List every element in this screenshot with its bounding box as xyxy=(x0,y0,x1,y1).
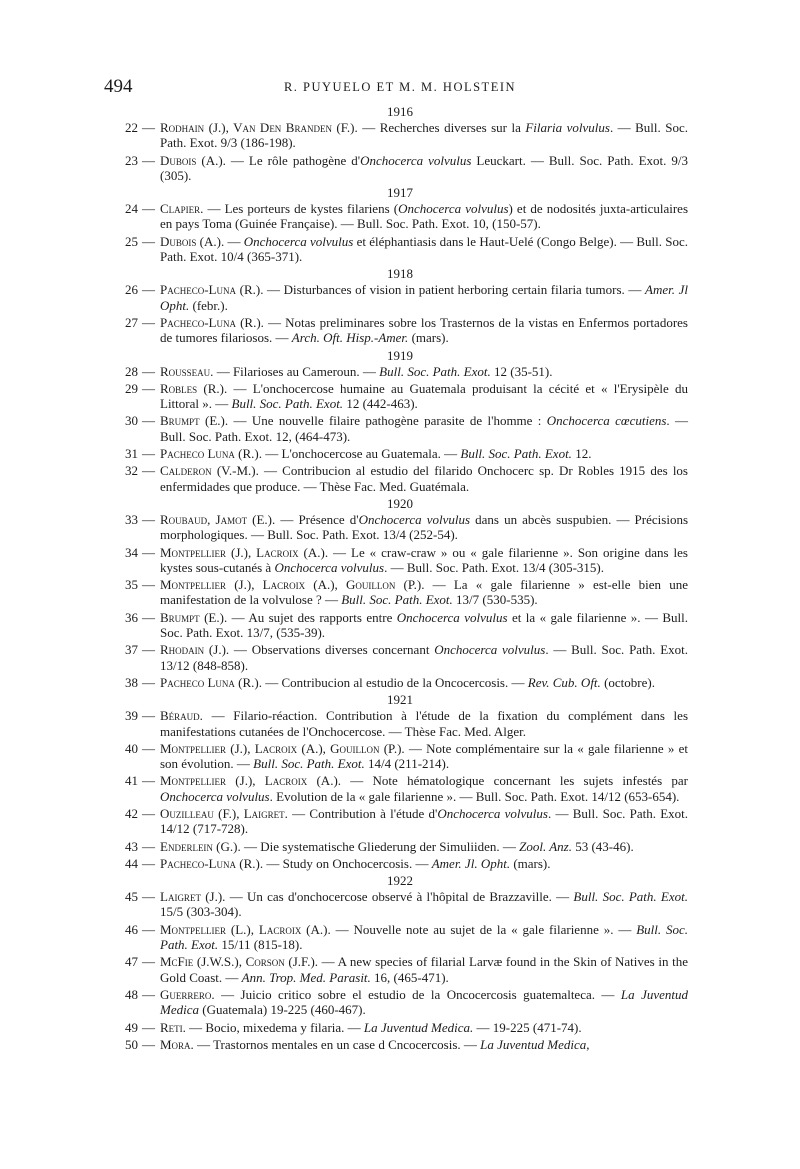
entry-ref: 13/4 (252-54). xyxy=(379,527,458,543)
entry-dash: — xyxy=(142,380,155,396)
entry-journal: Bull. Soc. Path. Exot. xyxy=(379,363,491,379)
entry-journal: et éléphantiasis dans le Haut-Uelé (Congo Belge). — Bull. Soc. Path. Exot. xyxy=(160,233,689,265)
entry-dash: — xyxy=(142,1019,155,1035)
entry-text xyxy=(160,675,688,690)
entry-journal: Rev. Cub. Oft. xyxy=(527,674,601,690)
entry-dash: — xyxy=(142,921,155,937)
entry-number: 32 xyxy=(125,463,138,479)
entry-title: — Contribucion al estudio del filarido Onchocerc sp. Dr Robles 1915 des los enfermidades que produce. — Thèse Fac. Med. Guatémala. xyxy=(160,463,688,494)
entry-ref: 14/12 (717-728). xyxy=(160,821,249,837)
entry-author: Guerrero. xyxy=(160,986,215,1002)
entry-journal: La Juventud Medica, xyxy=(480,1036,590,1052)
entry-ref: (octobre). xyxy=(600,674,655,690)
entry-author: Rousseau. xyxy=(160,363,214,379)
entry-text xyxy=(160,954,688,985)
entry-number: 33 xyxy=(125,511,138,527)
reference-entry xyxy=(0,889,800,920)
entry-number: 44 xyxy=(125,855,138,871)
entry-text xyxy=(160,839,688,854)
entry-title: — Présence d' xyxy=(275,511,359,527)
entry-dash: — xyxy=(142,986,155,1002)
entry-dash: — xyxy=(142,577,155,593)
entry-ref: 13/4 (305-315). xyxy=(519,559,604,575)
entry-dash: — xyxy=(142,708,155,724)
entry-author: Enderlein (G.). xyxy=(160,838,241,854)
entry-journal: Bull. Soc. Path. Exot. xyxy=(231,396,344,412)
entry-dash: — xyxy=(142,463,155,479)
entry-title: — Le rôle pathogène d' xyxy=(225,152,361,168)
year-heading: 1916 xyxy=(387,104,413,119)
entry-dash: — xyxy=(142,544,155,560)
entry-ref: 9/3 (186-198). xyxy=(217,135,296,151)
entry-number: 31 xyxy=(125,446,138,462)
entry-journal: La Juventud Medica xyxy=(160,986,688,1018)
reference-entry xyxy=(0,446,800,461)
reference-entry xyxy=(0,381,800,412)
entry-author: Reti. xyxy=(160,1019,186,1035)
reference-entry xyxy=(0,741,800,772)
entry-title: — L'onchocercose humaine au Guatemala produisant la cécité et « l'Erysipèle du Littoral ». — xyxy=(160,380,688,412)
entry-author: Montpellier (L.), Lacroix (A.). xyxy=(160,921,331,937)
entry-author: Pacheco-Luna (R.). xyxy=(160,314,264,330)
reference-entry xyxy=(0,234,800,265)
reference-entry xyxy=(0,413,800,444)
entry-dash: — xyxy=(142,740,155,756)
entry-species: Onchocerca volvulus xyxy=(274,559,385,575)
entry-number: 23 xyxy=(125,152,138,168)
year-heading: 1921 xyxy=(387,692,413,708)
entry-author: Robles (R.). xyxy=(160,380,228,396)
entry-author: Pacheco-Luna (R.). xyxy=(160,282,264,298)
entry-number: 37 xyxy=(125,642,138,658)
entry-number: 27 xyxy=(125,314,138,330)
reference-entry xyxy=(0,577,800,608)
entry-author: Béraud. xyxy=(160,708,203,724)
entry-title: — Observations diverses concernant xyxy=(229,642,435,658)
entry-text xyxy=(160,889,688,920)
entry-text xyxy=(160,1037,688,1052)
entry-journal: . — Bull. Soc. Path. Exot. xyxy=(545,642,688,658)
entry-journal: . Evolution de la « gale filarienne ». — Bull. Soc. Path. Exot. xyxy=(269,788,589,804)
entry-number: 30 xyxy=(125,413,138,429)
entry-text xyxy=(160,463,688,494)
entry-number: 26 xyxy=(125,282,138,298)
entry-title: — A new species of filarial Larvæ found in the Skin of Natives in the Gold Coast. — xyxy=(160,954,688,985)
reference-entry xyxy=(0,922,800,953)
entry-text xyxy=(160,364,688,379)
entry-number: 40 xyxy=(125,740,138,756)
entry-journal: Bull. Soc. Path. Exot. xyxy=(341,592,453,608)
entry-number: 38 xyxy=(125,674,138,690)
entry-ref: 12, (464-473). xyxy=(272,428,351,444)
entry-ref: (febr.). xyxy=(189,297,228,313)
entry-journal: La Juventud Medica. xyxy=(363,1019,474,1035)
entry-title: — Contribution à l'étude d' xyxy=(287,805,438,821)
reference-entry xyxy=(0,120,800,151)
entry-title: — Juicio critico sobre el estudio de la Oncocercosis guatemalteca. — xyxy=(214,986,621,1002)
entry-species: Onchocerca volvulus xyxy=(396,609,508,625)
entry-number: 29 xyxy=(125,380,138,396)
entry-author: Calderon (V.-M.). xyxy=(160,463,259,479)
entry-number: 47 xyxy=(125,954,138,970)
reference-entry xyxy=(0,545,800,576)
entry-text xyxy=(160,315,688,346)
entry-ref: 15/11 (815-18). xyxy=(218,937,303,953)
entry-author: Ouzilleau (F.), Laigret. xyxy=(160,805,288,821)
entry-ref: 10, (150-57). xyxy=(469,216,541,232)
entry-species: Onchocerca volvulus xyxy=(434,642,546,658)
entry-ref: (mars). xyxy=(408,330,449,346)
entry-title: — Study on Onchocercosis. — xyxy=(263,855,432,871)
entry-species: Onchocerca cœcutiens xyxy=(546,413,667,429)
entry-author: Montpellier (J.), Lacroix (A.), Gouillon (P.). xyxy=(160,740,405,756)
entry-author: Dubois (A.). xyxy=(160,152,226,168)
entry-number: 50 xyxy=(125,1036,138,1052)
reference-entry xyxy=(0,987,800,1018)
entry-author: Roubaud, Jamot (E.). xyxy=(160,511,276,527)
entry-title: — Note complémentaire sur la « gale filarienne » et son évolution. — xyxy=(160,740,688,772)
entry-dash: — xyxy=(142,855,155,871)
reference-entry xyxy=(0,839,800,854)
year-heading: 1918 xyxy=(387,266,413,282)
entry-title: — La « gale filarienne » est-elle bien une manifestation de la volvulose ? — xyxy=(160,577,688,608)
entry-text xyxy=(160,610,688,641)
entry-title: — Bocio, mixedema y filaria. — xyxy=(185,1019,364,1035)
entry-number: 46 xyxy=(125,921,138,937)
entry-text xyxy=(160,856,688,871)
entry-title: — Disturbances of vision in patient herboring certain filaria tumors. — xyxy=(263,282,646,298)
entry-text xyxy=(160,987,688,1018)
year-heading: 1920 xyxy=(387,495,413,511)
entry-dash: — xyxy=(142,1036,155,1052)
bibliography xyxy=(0,104,800,1054)
entry-dash: — xyxy=(142,674,155,690)
entry-species: Onchocerca volvulus xyxy=(358,511,471,527)
entry-title: — Une nouvelle filaire pathogène parasite de l'homme : xyxy=(228,413,547,429)
entry-text xyxy=(160,773,688,804)
entry-number: 43 xyxy=(125,838,138,854)
entry-ref: 13/7 (530-535). xyxy=(452,592,538,608)
entry-number: 41 xyxy=(125,773,138,789)
entry-number: 39 xyxy=(125,708,138,724)
entry-text xyxy=(160,282,688,313)
entry-dash: — xyxy=(142,201,155,217)
entry-number: 49 xyxy=(125,1019,138,1035)
entry-author: McFie (J.W.S.), Corson (J.F.). xyxy=(160,954,319,970)
reference-entry xyxy=(0,675,800,690)
entry-number: 42 xyxy=(125,805,138,821)
entry-number: 24 xyxy=(125,201,138,217)
reference-entry xyxy=(0,282,800,313)
entry-species: Onchocerca volvulus xyxy=(398,201,509,217)
entry-dash: — xyxy=(142,838,155,854)
entry-title: — Trastornos mentales en un case d Cncocercosis. — xyxy=(193,1036,481,1052)
entry-journal: Arch. Oft. Hisp.-Amer. xyxy=(291,330,409,346)
reference-entry xyxy=(0,153,800,184)
entry-ref: 15/5 (303-304). xyxy=(160,904,242,920)
entry-dash: — xyxy=(142,609,155,625)
year-heading: 1917 xyxy=(387,185,413,201)
entry-ref: 12 (35-51). xyxy=(490,363,553,379)
reference-entry xyxy=(0,512,800,543)
entry-species: Onchocerca volvulus xyxy=(360,152,472,168)
entry-dash: — xyxy=(142,413,155,429)
entry-title: — Les porteurs de kystes filariens ( xyxy=(203,201,399,217)
reference-entry xyxy=(0,806,800,837)
entry-title: — Contribucion al estudio de la Oncocercosis. — xyxy=(262,674,528,690)
entry-text xyxy=(160,381,688,412)
entry-text xyxy=(160,922,688,953)
entry-dash: — xyxy=(142,889,155,905)
reference-entry xyxy=(0,954,800,985)
entry-journal: Bull. Soc. Path. Exot. xyxy=(253,756,365,772)
reference-entry xyxy=(0,610,800,641)
page-number: 494 xyxy=(104,76,133,97)
reference-entry xyxy=(0,1020,800,1035)
entry-journal: Amer. Jl. Opht. xyxy=(431,855,511,871)
entry-ref: 10/4 (365-371). xyxy=(217,249,303,265)
entry-ref: 16, (465-471). xyxy=(370,969,449,985)
entry-species: Onchocerca volvulus xyxy=(243,233,354,249)
entry-journal: Bull. Soc. Path. Exot. xyxy=(573,889,689,905)
entry-dash: — xyxy=(142,152,155,168)
entry-journal: Leuckart. — Bull. Soc. Path. Exot. xyxy=(471,152,667,168)
entry-dash: — xyxy=(142,363,155,379)
entry-ref: 12. xyxy=(571,446,592,462)
entry-ref: 13/12 (848-858). xyxy=(160,657,249,673)
reference-entry xyxy=(0,463,800,494)
entry-dash: — xyxy=(142,314,155,330)
entry-ref: (Guatemala) 19-225 (460-467). xyxy=(198,1002,366,1018)
entry-number: 35 xyxy=(125,577,138,593)
entry-title: — xyxy=(224,233,244,249)
entry-species: Onchocerca volvulus xyxy=(437,805,548,821)
entry-dash: — xyxy=(142,446,155,462)
entry-dash: — xyxy=(142,642,155,658)
entry-author: Montpellier (J.), Lacroix (A.). xyxy=(160,544,329,560)
entry-text xyxy=(160,708,688,739)
entry-author: Rodhain (J.), Van Den Branden (F.). xyxy=(160,120,358,135)
entry-text xyxy=(160,446,688,461)
entry-journal: . — Bull. Soc. Path. Exot. xyxy=(160,120,688,151)
entry-journal: Amer. Jl Opht. xyxy=(160,282,688,313)
reference-entry xyxy=(0,773,800,804)
entry-dash: — xyxy=(142,233,155,249)
entry-text xyxy=(160,1020,688,1035)
year-heading: 1922 xyxy=(387,873,413,889)
entry-title: — Notas preliminares sobre los Trasternos de la vistas en Enfermos portadores de tumores filariosos. — xyxy=(160,314,688,346)
reference-entry xyxy=(0,856,800,871)
entry-number: 45 xyxy=(125,889,138,905)
entry-journal: . — Bull. Soc. Path. Exot. xyxy=(384,559,520,575)
entry-journal: Ann. Trop. Med. Parasit. xyxy=(241,969,371,985)
entry-dash: — xyxy=(142,954,155,970)
entry-ref: 14/12 (653-654). xyxy=(588,788,680,804)
page-header xyxy=(0,76,800,100)
year-heading: 1919 xyxy=(387,347,413,363)
entry-text xyxy=(160,153,688,184)
entry-text xyxy=(160,234,688,265)
reference-entry xyxy=(0,315,800,346)
entry-author: Pacheco-Luna (R.). xyxy=(160,855,264,871)
entry-journal: et la « gale filarienne ». — Bull. Soc. Path. Exot. xyxy=(160,609,689,641)
entry-ref: (mars). xyxy=(510,855,551,871)
entry-species: Onchocerca volvulus xyxy=(160,788,270,804)
entry-title: — Le « craw-craw » ou « gale filarienne ». Son origine dans les kystes sous-cutanés à xyxy=(160,544,688,575)
entry-title: — Filarioses au Cameroun. — xyxy=(213,363,380,379)
running-head: R. PUYUELO ET M. M. HOLSTEIN xyxy=(283,80,517,94)
entry-author: Brumpt (E.). xyxy=(160,413,229,429)
entry-title: — Un cas d'onchocercose observé à l'hôpital de Brazzaville. — xyxy=(225,889,574,905)
entry-text xyxy=(160,806,688,837)
entry-journal: Zool. Anz. xyxy=(519,838,572,854)
entry-dash: — xyxy=(142,120,155,135)
entry-text xyxy=(160,741,688,772)
reference-entry xyxy=(0,201,800,232)
reference-entry xyxy=(0,708,800,739)
entry-dash: — xyxy=(142,282,155,298)
entry-journal: Bull. Soc. Path. Exot. xyxy=(160,921,689,953)
entry-title: — Die systematische Gliederung der Simuliiden. — xyxy=(240,838,520,854)
entry-text xyxy=(160,512,688,543)
entry-title: — Nouvelle note au sujet de la « gale filarienne ». — xyxy=(330,921,637,937)
entry-ref: — 19-225 (471-74). xyxy=(473,1019,582,1035)
entry-species: Filaria volvulus xyxy=(525,120,610,135)
entry-number: 28 xyxy=(125,363,138,379)
reference-entry xyxy=(0,642,800,673)
entry-dash: — xyxy=(142,511,155,527)
entry-title: — Recherches diverses sur la xyxy=(357,120,526,135)
entry-text xyxy=(160,120,688,151)
entry-title: — L'onchocercose au Guatemala. — xyxy=(262,446,461,462)
entry-journal: dans un abcès suspubien. — Précisions morphologiques. — Bull. Soc. Path. Exot. xyxy=(160,511,688,543)
entry-text xyxy=(160,413,688,444)
entry-ref: 13/7, (535-39). xyxy=(243,625,326,641)
reference-entry xyxy=(0,1037,800,1052)
entry-ref: 12 (442-463). xyxy=(343,396,418,412)
entry-title: — Au sujet des rapports entre xyxy=(227,609,397,625)
entry-author: Pacheco Luna (R.). xyxy=(160,674,263,690)
reference-entry xyxy=(0,364,800,379)
entry-journal: . — Bull. Soc. Path. Exot. xyxy=(160,413,689,444)
entry-text xyxy=(160,642,688,673)
entry-number: 22 xyxy=(125,120,138,135)
entry-text xyxy=(160,577,688,608)
entry-author: Pacheco Luna (R.). xyxy=(160,446,263,462)
entry-author: Mora. xyxy=(160,1036,194,1052)
entry-dash: — xyxy=(142,805,155,821)
entry-number: 25 xyxy=(125,233,138,249)
entry-ref: 9/3 (305). xyxy=(160,152,688,183)
entry-ref: 14/4 (211-214). xyxy=(364,756,450,772)
entry-title: — Note hématologique concernant les sujets infestés par xyxy=(341,773,688,789)
entry-author: Dubois (A.). xyxy=(160,233,225,249)
entry-text xyxy=(160,201,688,232)
entry-author: Rhodain (J.). xyxy=(160,642,230,658)
entry-journal: Bull. Soc. Path. Exot. xyxy=(460,446,572,462)
entry-title: — Filario-réaction. Contribution à l'étude de la fixation du complément dans les manifestations cutanées de l'Onchocercose. — Thèse Fac. Med. Alger. xyxy=(160,708,688,739)
entry-author: Clapier. xyxy=(160,201,204,217)
entry-number: 34 xyxy=(125,544,138,560)
entry-text xyxy=(160,545,688,576)
entry-author: Montpellier (J.), Lacroix (A.). xyxy=(160,773,342,789)
entry-ref: 53 (43-46). xyxy=(571,838,634,854)
entry-author: Laigret (J.). xyxy=(160,889,226,905)
entry-journal: ) et de nodosités juxta-articulaires en pays Toma (Guinée Française). — Bull. Soc. Path. Exot. xyxy=(160,201,688,232)
entry-dash: — xyxy=(142,773,155,789)
entry-author: Montpellier (J.), Lacroix (A.), Gouillon (P.). xyxy=(160,577,425,593)
entry-number: 36 xyxy=(125,609,138,625)
entry-journal: . — Bull. Soc. Path. Exot. xyxy=(547,805,689,821)
entry-number: 48 xyxy=(125,986,138,1002)
entry-author: Brumpt (E.). xyxy=(160,609,228,625)
